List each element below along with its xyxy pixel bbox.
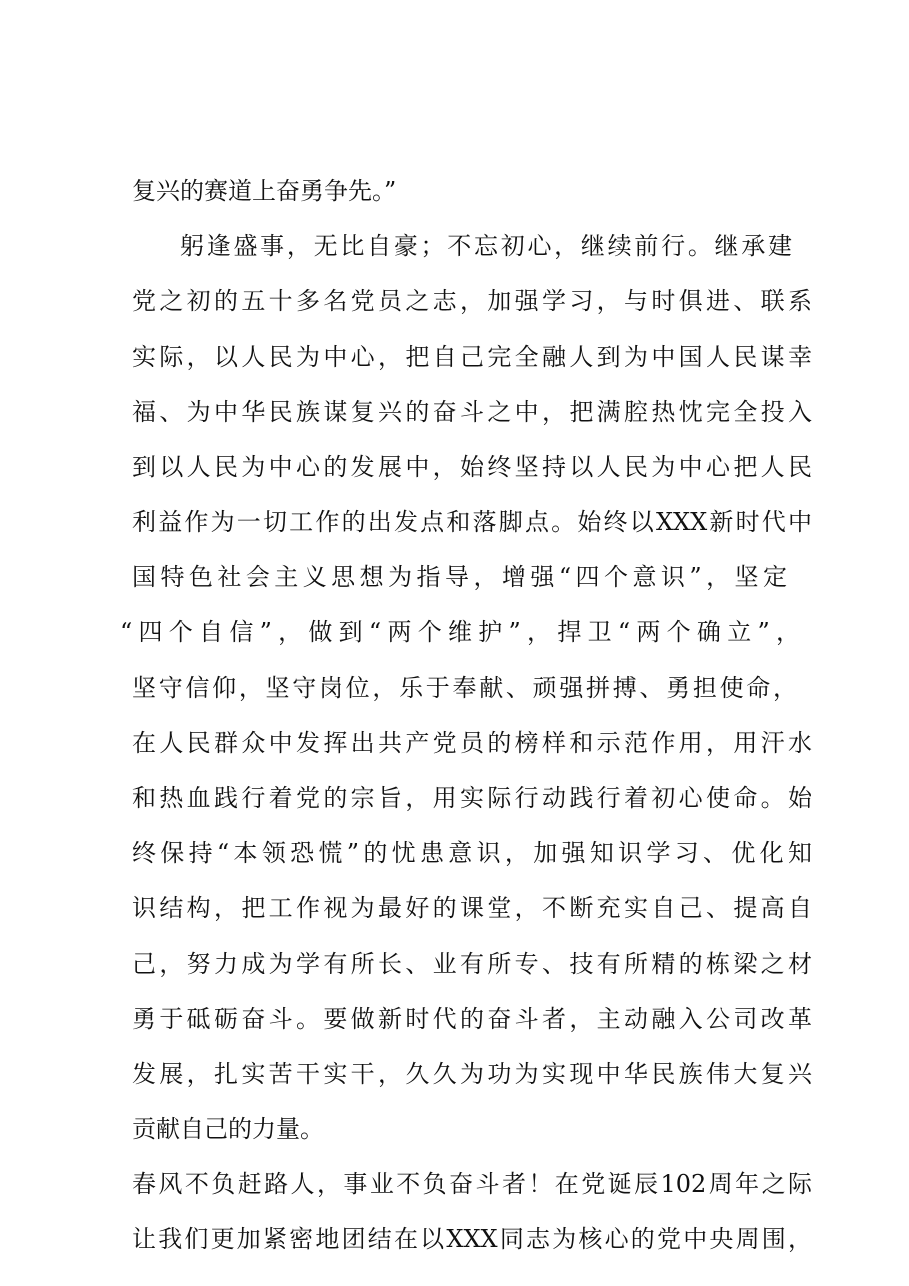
- text-line: 利益作为一切工作的出发点和落脚点。始终以XXX新时代中: [132, 508, 812, 536]
- text-line: 在人民群众中发挥出共产党员的榜样和示范作用，用汗水: [132, 729, 812, 757]
- text-line: 勇于砥砺奋斗。要做新时代的奋斗者，主动融入公司改革: [132, 1005, 812, 1033]
- text-line: 己，努力成为学有所长、业有所专、技有所精的栋梁之材: [132, 950, 812, 978]
- text-line: 识结构，把工作视为最好的课堂，不断充实自己、提高自: [132, 894, 812, 922]
- text-line: 复兴的赛道上奋勇争先。”: [132, 177, 397, 205]
- text-line: 让我们更加紧密地团结在以XXX同志为核心的党中央周围，: [132, 1225, 812, 1253]
- text-line: 贡献自己的力量。: [132, 1115, 324, 1143]
- paragraph-start-line: 春风不负赶路人，事业不负奋斗者！在党诞辰102周年之际: [132, 1170, 812, 1198]
- text-line: 国特色社会主义思想为指导，增强“四个意识”，坚定: [132, 563, 787, 591]
- paragraph-start-line: 躬逢盛事，无比自豪；不忘初心，继续前行。继承建: [180, 232, 792, 260]
- text-line: 发展，扎实苦干实干，久久为功为实现中华民族伟大复兴: [132, 1060, 812, 1088]
- text-line: 和热血践行着党的宗旨，用实际行动践行着初心使命。始: [132, 784, 812, 812]
- text-line: 福、为中华民族谋复兴的奋斗之中，把满腔热忱完全投入: [132, 398, 812, 426]
- text-line: 坚守信仰，坚守岗位，乐于奉献、顽强拼搏、勇担使命，: [132, 674, 797, 702]
- text-line: 实际，以人民为中心，把自己完全融人到为中国人民谋幸: [132, 343, 812, 371]
- text-line: 终保持“本领恐慌”的忧患意识，加强知识学习、优化知: [132, 839, 812, 867]
- text-line: 到以人民为中心的发展中，始终坚持以人民为中心把人民: [132, 453, 812, 481]
- text-line: “四个自信”，做到“两个维护”，捍卫“两个确立”，: [120, 618, 800, 646]
- text-line: 党之初的五十多名党员之志，加强学习，与时俱进、联系: [132, 287, 812, 315]
